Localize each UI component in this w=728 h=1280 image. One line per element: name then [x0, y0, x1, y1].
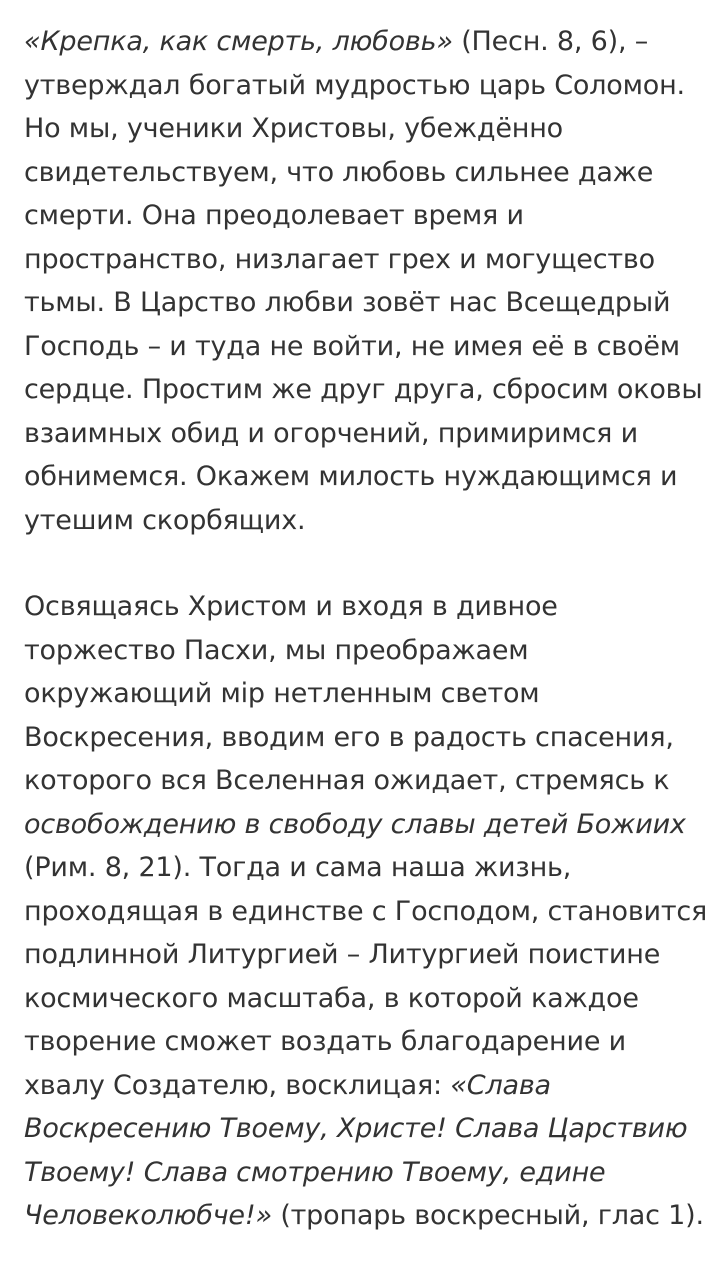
- quote-romans: освобождению в свободу славы детей Божиих: [24, 808, 686, 840]
- paragraph-text: Освящаясь Христом и входя в дивное торжество Пасхи, мы преображаем окружающий мiр нетленным светом Воскресения, вводим его в радость спасения, которого вся Вселенная ожидает, стремясь к: [24, 591, 674, 796]
- paragraph-paschal-liturgy: [24, 585, 708, 1238]
- paragraph-text: (Рим. 8, 21). Тогда и сама наша жизнь, проходящая в единстве с Господом, становится подлинной Литургией – Литургией поистине космического масштаба, в которой каждое творение сможет воздать благодарение и хвалу Создателю, восклицая:: [24, 852, 708, 1101]
- paragraph-text: (Песн. 8, 6), – утверждал богатый мудростью царь Соломон. Но мы, ученики Христовы, убеждённо свидетельствуем, что любовь сильнее даже смерти. Она преодолевает время и пространство, низлагает грех и могущество тьмы. В Царство любви зовёт нас Всещедрый Господь – и туда не войти, не имея её в своём сердце. Простим же друг друга, сбросим оковы взаимных обид и огорчений, примиримся и обнимемся. Окажем милость нуждающимся и утешим скорбящих.: [24, 26, 703, 536]
- paragraph-love-stronger-than-death: [24, 20, 708, 542]
- paragraph-text: (тропарь воскресный, глас 1).: [271, 1200, 704, 1231]
- article-text: [24, 20, 708, 1238]
- quote-song-of-songs: «Крепка, как смерть, любовь»: [24, 26, 453, 57]
- quote-troparion: «Слава Воскресению Твоему, Христе! Слава Царствию Твоему! Слава смотрению Твоему, едине Человеколюбче!»: [24, 1069, 688, 1231]
